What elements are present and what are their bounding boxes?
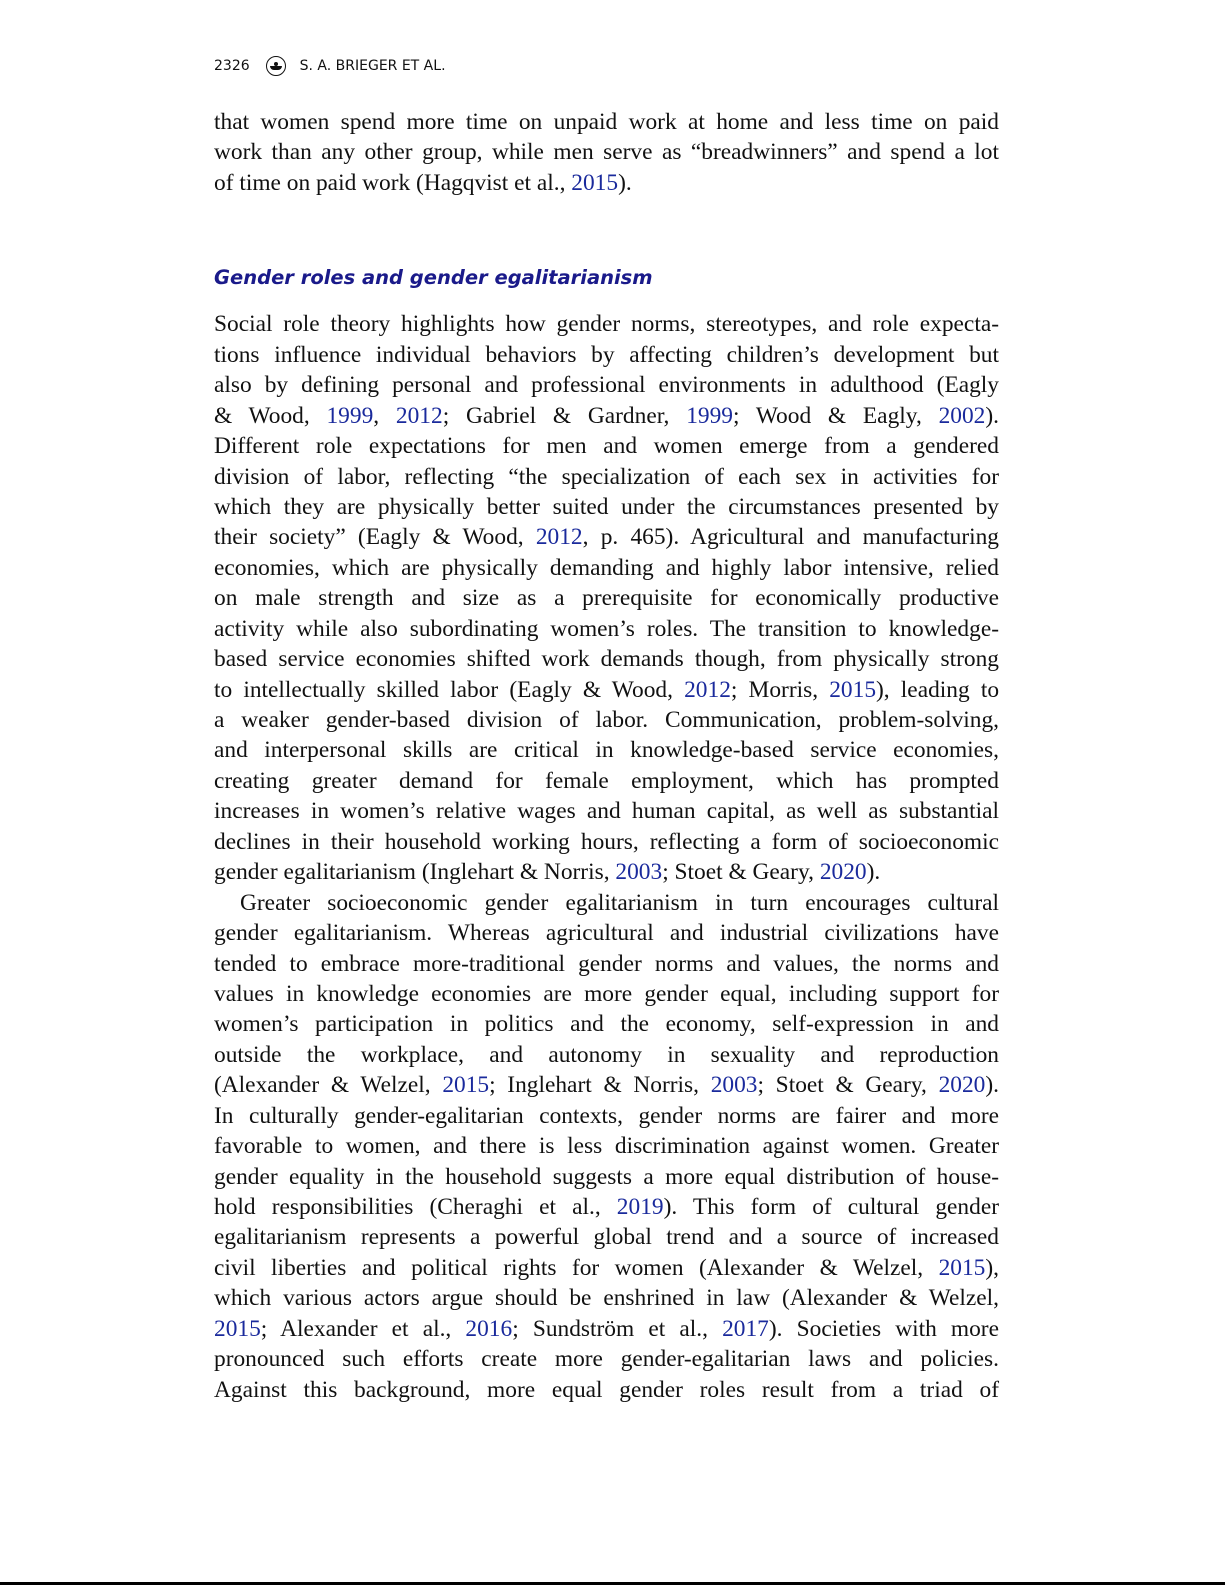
text-run: activity while also subordinating women’s roles. The transition to knowledge- — [214, 615, 999, 642]
citation-link[interactable]: 2015 — [938, 1254, 986, 1281]
text-run: that women spend more time on unpaid work at home and less time on paid — [214, 109, 999, 135]
citation-link[interactable]: 2002 — [938, 402, 986, 429]
citation-link[interactable]: 2019 — [616, 1194, 664, 1220]
text-run: of time on paid work (Hagqvist et al., — [214, 169, 572, 196]
text-line — [214, 309, 999, 339]
text-line — [214, 644, 999, 674]
text-run: which various actors argue should be enshrined in law (Alexander & Welzel, — [214, 1285, 999, 1312]
text-line — [214, 796, 999, 826]
text-run: which they are physically better suited under the circumstances presented by — [214, 493, 999, 520]
text-line — [214, 949, 999, 979]
text-line — [214, 1131, 999, 1161]
text-run: ; Stoet & Geary, — [662, 859, 820, 886]
text-run: work than any other group, while men serve as “breadwinners” and spend a lot — [214, 139, 999, 166]
text-line — [214, 1162, 999, 1192]
publisher-lamp-icon — [266, 56, 286, 76]
text-line — [214, 614, 999, 644]
text-run: ). Societies with more — [768, 1315, 999, 1342]
citation-link[interactable]: 2012 — [535, 524, 583, 551]
citation-link[interactable]: 2012 — [395, 402, 443, 429]
paragraph — [214, 107, 999, 198]
text-block-after-heading — [214, 309, 999, 1405]
text-run: a weaker gender-based division of labor. Communication, problem-solving, — [214, 707, 999, 733]
text-line — [214, 492, 999, 522]
section-heading: Gender roles and gender egalitarianism — [214, 266, 653, 290]
paragraph — [214, 888, 999, 1405]
text-run: outside the workplace, and autonomy in sexuality and reproduction — [214, 1041, 999, 1068]
citation-link[interactable]: 2015 — [442, 1072, 490, 1099]
text-line — [214, 553, 999, 583]
citation-link[interactable]: 2012 — [684, 676, 731, 703]
text-run: pronounced such efforts create more gender-egalitarian laws and policies. — [214, 1346, 999, 1373]
text-run: Against this background, more equal gender roles result from a triad of — [214, 1376, 999, 1403]
text-line — [214, 766, 999, 796]
text-line — [214, 1283, 999, 1313]
citation-link[interactable]: 2016 — [465, 1315, 513, 1342]
page-body — [214, 107, 999, 1405]
text-line — [214, 705, 999, 735]
text-run: , — [373, 402, 396, 429]
text-line — [214, 1375, 999, 1405]
running-head-authors: S. A. BRIEGER ET AL. — [299, 58, 446, 74]
text-run: Different role expectations for men and women emerge from a gendered — [214, 433, 999, 460]
text-run: and interpersonal skills are critical in knowledge-based service economies, — [214, 737, 999, 764]
text-run: ; Wood & Eagly, — [732, 402, 939, 429]
citation-link[interactable]: 2020 — [938, 1072, 986, 1099]
text-run: ; Stoet & Geary, — [757, 1072, 939, 1099]
text-line — [214, 1040, 999, 1070]
text-run: favorable to women, and there is less discrimination against women. Greater — [214, 1133, 999, 1160]
text-line — [214, 431, 999, 461]
text-run: In culturally gender-egalitarian contexts, gender norms are fairer and more — [214, 1102, 999, 1129]
text-line — [214, 1314, 999, 1344]
text-run: increases in women’s relative wages and human capital, as well as substantial — [214, 798, 999, 825]
text-run: gender egalitarianism (Inglehart & Norris, — [214, 859, 616, 886]
text-line — [214, 918, 999, 948]
citation-link[interactable]: 2015 — [829, 676, 877, 703]
text-run: their society” (Eagly & Wood, — [214, 524, 536, 551]
text-run: tions influence individual behaviors by affecting children’s development but — [214, 341, 999, 368]
text-run: Social role theory highlights how gender norms, stereotypes, and role expecta- — [214, 311, 999, 338]
citation-link[interactable]: 2020 — [819, 859, 867, 886]
text-run: gender egalitarianism. Whereas agricultural and industrial civilizations have — [214, 920, 999, 947]
text-run: ; Inglehart & Norris, — [489, 1072, 711, 1099]
text-run: ). — [985, 1072, 999, 1099]
text-line — [214, 1253, 999, 1283]
text-block-before-heading — [214, 107, 999, 198]
text-run: based service economies shifted work demands though, from physically strong — [214, 646, 999, 673]
citation-link[interactable]: 2017 — [722, 1315, 769, 1342]
text-run: division of labor, reflecting “the specialization of each sex in activities for — [214, 463, 999, 490]
text-line — [214, 675, 999, 705]
text-run: , p. 465). Agricultural and manufacturing — [582, 524, 1000, 551]
text-run: to intellectually skilled labor (Eagly & Wood, — [214, 676, 685, 703]
text-line — [214, 370, 999, 400]
text-run: women’s participation in politics and the economy, self-expression in and — [214, 1011, 999, 1038]
text-run: on male strength and size as a prerequisite for economically productive — [214, 585, 999, 612]
text-line — [214, 1344, 999, 1374]
text-line — [214, 1222, 999, 1252]
text-run: ; Alexander et al., — [260, 1315, 466, 1342]
text-line — [214, 401, 999, 431]
text-run: ), — [985, 1254, 999, 1281]
text-run: ). — [618, 169, 632, 196]
text-run: tended to embrace more-traditional gender norms and values, the norms and — [214, 950, 999, 977]
text-line — [214, 1192, 999, 1222]
citation-link[interactable]: 2003 — [615, 859, 663, 886]
text-run: ; Morris, — [730, 676, 830, 703]
text-run: values in knowledge economies are more gender equal, including support for — [214, 980, 999, 1007]
text-line — [214, 827, 999, 857]
page-number: 2326 — [214, 58, 250, 74]
text-run: declines in their household working hours, reflecting a form of socioeconomic — [214, 828, 999, 855]
text-line — [214, 462, 999, 492]
text-line — [214, 735, 999, 765]
citation-link[interactable]: 1999 — [686, 402, 733, 429]
text-line — [214, 888, 999, 918]
text-line — [214, 1070, 999, 1100]
text-run: (Alexander & Welzel, — [214, 1072, 443, 1099]
text-run: economies, which are physically demanding and highly labor intensive, relied — [214, 554, 999, 581]
text-run: civil liberties and political rights for women (Alexander & Welzel, — [214, 1254, 939, 1281]
citation-link[interactable]: 2015 — [571, 169, 619, 196]
text-run: ), leading to — [876, 676, 1000, 703]
text-line — [214, 1009, 999, 1039]
citation-link[interactable]: 2003 — [710, 1072, 758, 1099]
text-line — [214, 168, 999, 198]
text-run: hold responsibilities (Cheraghi et al., — [214, 1194, 617, 1220]
text-run: creating greater demand for female employment, which has prompted — [214, 767, 999, 794]
citation-link[interactable]: 1999 — [326, 402, 374, 429]
text-run: also by defining personal and professional environments in adulthood (Eagly — [214, 372, 999, 399]
text-run: gender equality in the household suggests a more equal distribution of house- — [214, 1163, 999, 1190]
text-run: ; Gabriel & Gardner, — [442, 402, 687, 429]
text-line — [214, 979, 999, 1009]
text-line — [214, 1101, 999, 1131]
text-run: ). — [985, 402, 999, 429]
text-line — [214, 107, 999, 137]
running-header — [214, 56, 446, 76]
text-line — [214, 857, 999, 887]
citation-link[interactable]: 2015 — [214, 1315, 261, 1342]
text-line — [214, 583, 999, 613]
text-run: & Wood, — [214, 402, 327, 429]
text-run: ). This form of cultural gender — [663, 1194, 999, 1220]
text-line — [214, 522, 999, 552]
text-run: Greater socioeconomic gender egalitarianism in turn encourages cultural — [240, 889, 999, 916]
text-run: ). — [866, 859, 881, 886]
text-line — [214, 137, 999, 167]
text-run: ; Sundström et al., — [512, 1315, 723, 1342]
text-line — [214, 340, 999, 370]
paragraph — [214, 309, 999, 887]
text-run: egalitarianism represents a powerful global trend and a source of increased — [214, 1224, 999, 1251]
